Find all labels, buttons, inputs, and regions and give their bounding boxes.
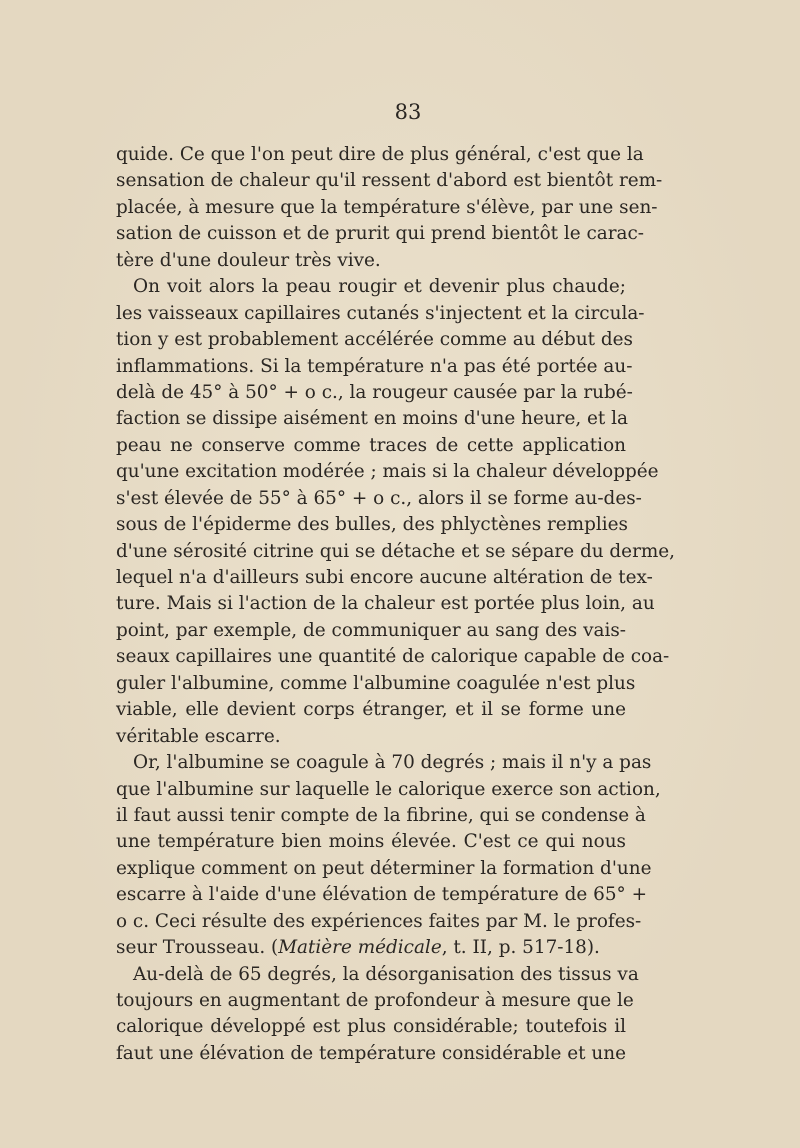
text-line: explique comment on peut déterminer la formation d'une [116,857,652,879]
text-line: sensation de chaleur qu'il ressent d'abord est bientôt rem- [116,170,663,192]
text-line: delà de 45° à 50° + o c., la rougeur causée par la rubé- [116,381,633,403]
text-line: toujours en augmentant de profondeur à mesure que le [116,990,634,1011]
text-line: il faut aussi tenir compte de la fibrine, qui se condense à [116,804,646,826]
text-line: On voit alors la peau rougir et devenir plus chaude; [133,276,626,298]
paragraph-1 [116,142,663,274]
text-line: guler l'albumine, comme l'albumine coagulée n'est plus [116,672,636,694]
text-line: o c. Ceci résulte des expériences faites par M. le profes- [116,910,642,932]
citation-after: , t. II, p. 517-18). [441,937,600,959]
paragraph-3 [116,750,661,962]
text-line: qu'une excitation modérée ; mais si la chaleur développée [116,461,659,483]
text-line: calorique développé est plus considérable; toutefois il [116,1016,626,1038]
text-line: seaux capillaires une quantité de calorique capable de coa- [116,646,670,668]
paragraph-2 [116,274,676,750]
text-line: point, par exemple, de communiquer au sang des vais- [116,619,626,641]
text-line: viable, elle devient corps étranger, et il se forme une [116,699,626,721]
text-line: que l'albumine sur laquelle le calorique exerce son action, [116,778,661,800]
text-line: peau ne conserve comme traces de cette application [116,434,626,456]
paragraph-4 [116,962,639,1068]
text-line: inflammations. Si la température n'a pas été portée au- [116,355,633,377]
text-line: une température bien moins élevée. C'est ce qui nous [116,831,626,853]
page-number: 83 [394,100,422,124]
text-line: sation de cuisson et de prurit qui prend bientôt le carac- [116,223,645,245]
text-line: les vaisseaux capillaires cutanés s'injectent et la circula- [116,302,645,324]
body-text [116,142,676,1067]
text-line: Or, l'albumine se coagule à 70 degrés ; mais il n'y a pas [133,752,652,774]
text-line: placée, à mesure que la température s'élève, par une sen- [116,196,658,218]
text-line: sous de l'épiderme des bulles, des phlyctènes remplies [116,514,628,536]
text-line: tion y est probablement accélérée comme au début des [116,329,633,351]
text-line: s'est élevée de 55° à 65° + o c., alors il se forme au-des- [116,487,642,509]
text-line: escarre à l'aide d'une élévation de température de 65° + [116,884,648,906]
text-line: véritable escarre. [116,725,281,747]
text-line: tère d'une douleur très vive. [116,249,381,271]
text-line: faut une élévation de température considérable et une [116,1042,626,1064]
text-line: ture. Mais si l'action de la chaleur est portée plus loin, au [116,593,655,615]
text-line: lequel n'a d'ailleurs subi encore aucune altération de tex- [116,567,653,588]
citation-title: Matière médicale [278,937,442,959]
text-line: d'une sérosité citrine qui se détache et se sépare du derme, [116,540,676,562]
text-line: Au-delà de 65 degrés, la désorganisation des tissus va [133,963,639,985]
text-line: faction se dissipe aisément en moins d'une heure, et la [116,408,629,430]
citation-line [116,935,626,961]
citation-before: seur Trousseau. ( [116,937,279,959]
text-line: quide. Ce que l'on peut dire de plus général, c'est que la [116,144,644,165]
